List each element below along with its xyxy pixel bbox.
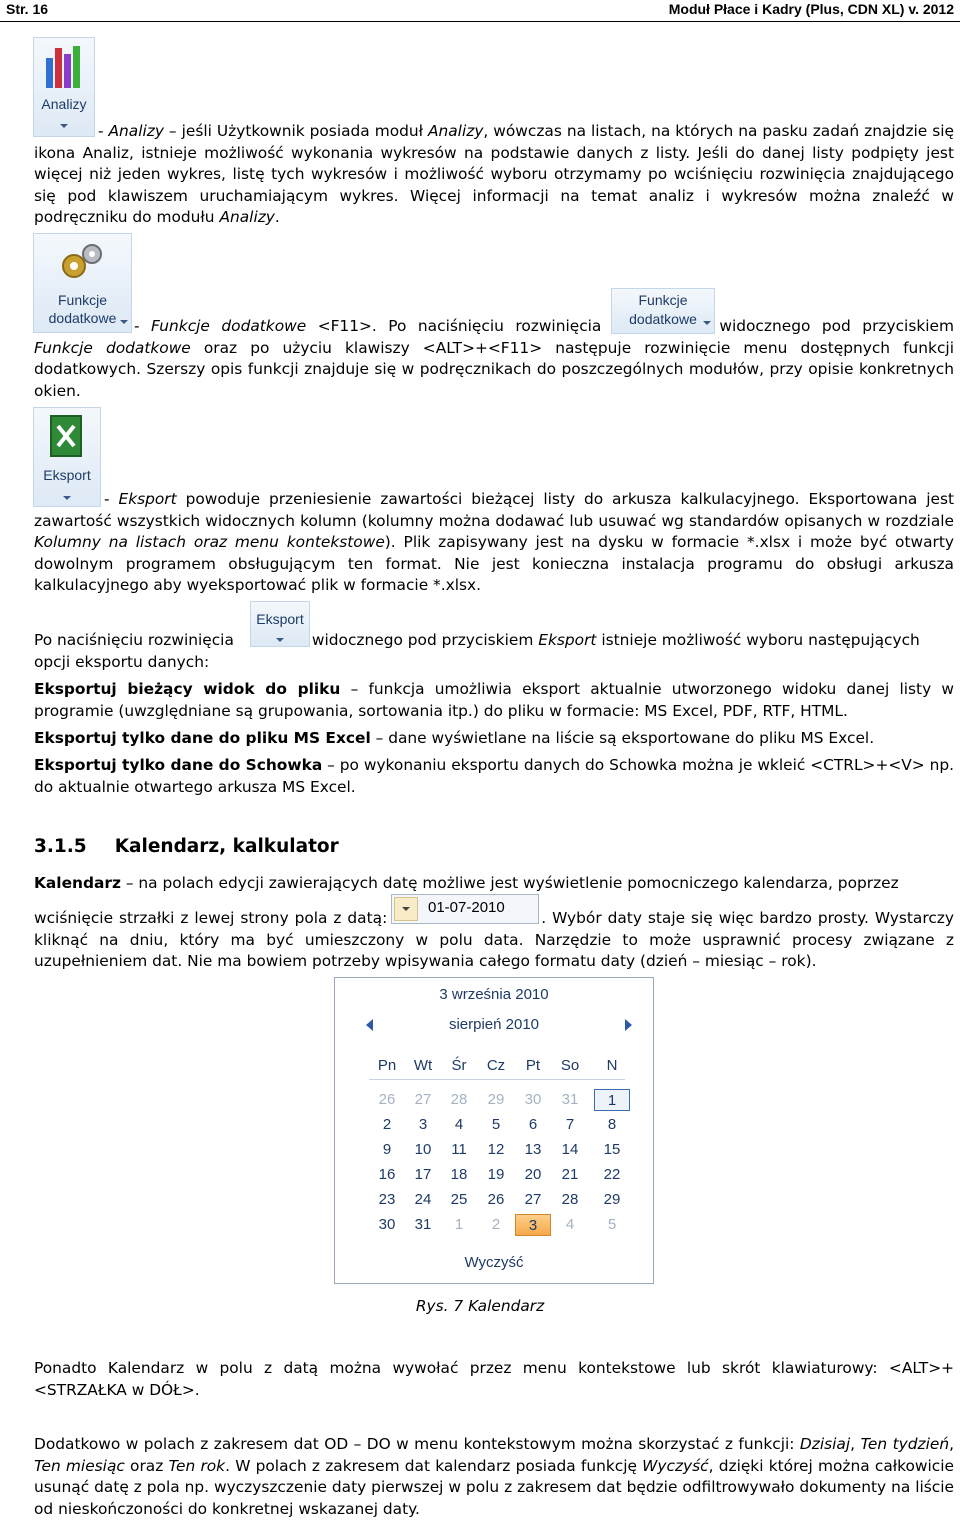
analizy-text-3: . [274,208,280,226]
calendar-day[interactable]: 11 [451,1141,467,1158]
option-item [34,728,954,750]
excel-icon [49,414,85,460]
option-title: Eksportuj bieżący widok do pliku [34,680,341,698]
function-name: Wyczyść [642,1456,709,1475]
calendar-day[interactable]: 1 [594,1089,630,1111]
calendar-day[interactable]: 8 [607,1116,617,1133]
eksport-inline-label: Eksport [256,611,304,627]
next-month-arrow-icon[interactable] [625,1019,632,1031]
function-name: Dzisiaj [799,1435,851,1453]
calendar-day[interactable]: 5 [491,1116,501,1133]
weekday: Wt [413,1057,433,1074]
header-rule [0,21,960,22]
option-title: Eksportuj tylko dane do Schowka [34,756,323,774]
calendar-day[interactable]: 10 [414,1141,432,1158]
weekday: Pn [377,1057,397,1074]
weekday: Cz [486,1057,506,1074]
calendar-day[interactable]: 29 [603,1191,621,1208]
eksport-intro-1: Po naciśnięciu rozwinięcia [34,631,234,649]
calendar-popup[interactable] [334,977,654,1284]
page-number: Str. 16 [6,1,49,17]
section-title: Kalendarz, kalkulator [114,836,339,857]
calendar-day[interactable]: 4 [454,1116,464,1133]
eksport-term-2: Eksport [538,631,597,649]
dodatkowo-text-1: Dodatkowo w polach z zakresem dat OD – DO w menu kontekstowym można skorzystać z funkcji: [34,1435,800,1453]
analizy-text-1: jeśli Użytkownik posiada moduł [181,122,428,140]
separator: , [949,1435,954,1453]
option-title: Eksportuj tylko dane do pliku MS Excel [34,729,371,747]
funkcje-text-2: oraz po użyciu klawiszy <ALT>+<F11> następuje rozwinięcie menu dostępnych funkcji dodatkowych. Szerszy opis funkcji znajduje się w podręcznikach do poszczególnych modułów, przy opisie konkretnych okien. [34,338,954,400]
date-value: 01-07-2010 [428,899,505,916]
eksport-intro-4: opcji eksportu danych: [34,652,210,671]
calendar-day[interactable]: 24 [414,1191,432,1208]
analizy-term-3: Analizy [219,208,275,226]
eksport-intro-3: istnieje możliwość wyboru następujących [596,631,920,649]
calendar-day[interactable]: 30 [378,1216,396,1233]
section-heading [34,836,339,857]
module-title: Moduł Płace i Kadry (Plus, CDN XL) v. 2012 [668,1,954,17]
kalendarz-text-2: wciśnięcie strzałki z lewej strony pola z datą: [34,909,388,927]
weekday: So [560,1057,580,1074]
calendar-day[interactable]: 13 [524,1141,542,1158]
weekday: Pt [525,1057,541,1074]
kalendarz-paragraph-1 [34,873,954,895]
analizy-text-2: , wówczas na listach, na których na pasku zadań znajdzie się ikona Analiz, istnieje możliwość wykonania wykresów na podstawie danych z listy. Jeśli do danej listy podpięty jest więcej niż jeden wykres, listę tych wykresów i możliwość wyboru otrzymamy po wciśnięciu rozwinięcia znajdującego się pod klawiszem uruchamiającym wykres. Więcej informacji na temat analiz i wykresów można znaleźć w podręczniku do modułu [34,122,954,226]
page-header [0,0,960,22]
calendar-day[interactable]: 23 [378,1191,396,1208]
analizy-paragraph: - Analizy – jeśli Użytkownik posiada moduł Analizy, wówczas na listach, na których na pasku zadań znajdzie się ikona Analiz, istnieje możliwość wykonania wykresów na podstawie danych z listy. Jeśli do danej listy podpięty jest więcej niż jeden wykres, listę tych wykresów i możliwość wyboru otrzymamy po wciśnięciu rozwinięcia znajdującego się pod klawiszem uruchamiającym wykres. Więcej informacji na temat analiz i wykresów można znaleźć w podręczniku do modułu Analizy. [34,122,954,226]
eksport-text-2: ). Plik zapisywany jest na dysku w formacie *.xlsx i może być otwarty dowolnym programem obsługującym ten format. Nie jest konieczna instalacja programu do obsługi arkusza kalkulacyjnego aby wyeksportować plik w formacie *.xlsx. [34,533,954,594]
funkcje-paragraph: - Funkcje dodatkowe <F11>. Po naciśnięciu rozwinięcia widocznego pod przyciskiem Funkcje dodatkowe oraz po użyciu klawiszy <ALT>+<F11> następuje rozwinięcie menu dostępnych funkcji dodatkowych. Szerszy opis funkcji znajduje się w podręcznikach do poszczególnych modułów, przy opisie konkretnych okien. [34,317,954,400]
calendar-day[interactable]: 16 [378,1166,396,1183]
calendar-day[interactable]: 2 [382,1116,392,1133]
dodatkowo-paragraph [34,1434,954,1520]
chart-icon [44,44,84,90]
calendar-day[interactable]: 12 [487,1141,505,1158]
calendar-day[interactable]: 2 [491,1216,501,1233]
calendar-day[interactable]: 26 [378,1091,396,1108]
calendar-day[interactable]: 9 [382,1141,392,1158]
calendar-day[interactable]: 6 [528,1116,538,1133]
separator: , [850,1435,861,1453]
calendar-day[interactable]: 22 [603,1166,621,1183]
calendar-day[interactable]: 19 [487,1166,505,1183]
eksport-chapter-link: Kolumny na listach oraz menu kontekstowe [34,533,385,551]
separator: oraz [124,1456,169,1475]
option-text: – dane wyświetlane na liście są eksportowane do pliku MS Excel. [370,729,875,747]
kalendarz-text-1: – na polach edycji zawierających datę możliwe jest wyświetlenie pomocniczego kalendarza, poprzez [120,874,899,892]
calendar-day[interactable]: 29 [487,1091,505,1108]
funkcje-text-1: widocznego pod przyciskiem [719,317,954,335]
eksport-label: Eksport [43,467,91,483]
calendar-day[interactable]: 15 [603,1141,621,1158]
funkcje-inline-label: Funkcje dodatkowe [629,292,697,327]
calendar-day[interactable]: 17 [414,1166,432,1183]
ponadto-paragraph: Ponadto Kalendarz w polu z datą można wywołać przez menu kontekstowe lub skrót klawiaturowy: <ALT>+<STRZAŁKA w DÓŁ>. [34,1359,954,1399]
eksport-text-1: powoduje przeniesienie zawartości bieżącej listy do arkusza kalkulacyjnego. Eksportowana jest zawartość wszystkich widocznych kolumn (kolumny można dodawać lub usuwać wg standardów opisanych w rozdziale [34,490,954,530]
section-number: 3.1.5 [34,836,87,857]
funkcje-key: <F11>. Po naciśnięciu rozwinięcia [306,317,602,335]
clear-button[interactable]: Wyczyść [464,1254,524,1271]
calendar-day[interactable]: 21 [561,1166,579,1183]
calendar-day[interactable]: 3 [515,1214,551,1236]
eksport-intro-2: widocznego pod przyciskiem [311,631,534,649]
weekday: Śr [451,1057,467,1074]
calendar-day[interactable]: 27 [414,1091,432,1108]
analizy-term: Analizy [108,122,164,140]
option-item [34,679,954,722]
calendar-day[interactable]: 25 [450,1191,468,1208]
calendar-day[interactable]: 18 [450,1166,468,1183]
calendar-day[interactable]: 7 [565,1116,575,1133]
gears-icon [58,238,108,284]
calendar-today-label[interactable]: 3 września 2010 [439,986,549,1003]
function-name: Ten miesiąc [34,1456,125,1475]
calendar-day[interactable]: 1 [454,1216,464,1233]
calendar-day[interactable]: 30 [524,1091,542,1108]
eksport-options-intro [34,630,954,673]
calendar-day[interactable]: 28 [561,1191,579,1208]
dodatkowo-text-3: , dzięki której można całkowicie usunąć datę z pola np. wyczyszczenie daty pierwszej w polu z zakresem dat będzie odfiltrowywało dokumenty na liście od nieskończoności do konkretnej wskazanej daty. [34,1456,954,1518]
calendar-month-label: sierpień 2010 [448,1016,540,1033]
calendar-day[interactable]: 31 [414,1216,432,1233]
prev-month-arrow-icon[interactable] [366,1019,373,1031]
calendar-day[interactable]: 27 [524,1191,542,1208]
calendar-day[interactable]: 26 [487,1191,505,1208]
calendar-day[interactable]: 4 [565,1216,575,1233]
kalendarz-term: Kalendarz [34,874,121,892]
analizy-term-2: Analizy [427,122,484,140]
dodatkowo-text-2: . W polach z zakresem dat kalendarz posiada funkcję [225,1456,643,1475]
calendar-day[interactable]: 28 [450,1091,468,1108]
figure-caption: Rys. 7 Kalendarz [415,1297,545,1315]
function-name: Ten tydzień [860,1435,950,1453]
analizy-label: Analizy [41,96,87,112]
eksport-term: Eksport [118,490,177,508]
funkcje-label: Funkcje dodatkowe [48,292,117,326]
calendar-day[interactable]: 14 [561,1141,579,1158]
weekday: N [606,1057,618,1074]
calendar-day[interactable]: 5 [607,1216,617,1233]
calendar-day[interactable]: 3 [418,1116,428,1133]
option-text: – po wykonaniu eksportu danych do Schowka można je wkleić <CTRL>+<V> np. do aktualnie otwartego arkusza MS Excel. [34,756,954,796]
calendar-day[interactable]: 20 [524,1166,542,1183]
option-text: – funkcja umożliwia eksport aktualnie utworzonego widoku danej listy w programie (uwzględniane są grupowania, sortowania itp.) do pliku w formacie: MS Excel, PDF, RTF, HTML. [34,680,954,720]
kalendarz-text-3: . Wybór daty staje się więc bardzo prosty. Wystarczy kliknąć na dniu, który ma być umieszczony w polu data. Narzędzie to może usprawnić procesy związane z uzupełnieniem dat. Nie ma bowiem potrzeby wpisywania całego formatu daty (dzień – miesiąc – rok). [34,909,954,970]
kalendarz-paragraph-2 [34,908,954,973]
option-item [34,755,954,798]
funkcje-term-2: Funkcje dodatkowe [34,338,191,357]
calendar-day[interactable]: 31 [561,1091,579,1108]
weekday-divider [369,1079,625,1080]
eksport-paragraph: - Eksport powoduje przeniesienie zawartości bieżącej listy do arkusza kalkulacyjnego. Eksportowana jest zawartość wszystkich widocznych kolumn (kolumny można dodawać lub usuwać wg standardów opisanych w rozdziale Kolumny na listach oraz menu kontekstowe). Plik zapisywany jest na dysku w formacie *.xlsx i może być otwarty dowolnym programem obsługującym ten format. Nie jest konieczna instalacja programu do obsługi arkusza kalkulacyjnego aby wyeksportować plik w formacie *.xlsx. [34,490,954,594]
funkcje-term: Funkcje dodatkowe [151,317,307,335]
function-name: Ten rok [168,1456,226,1475]
